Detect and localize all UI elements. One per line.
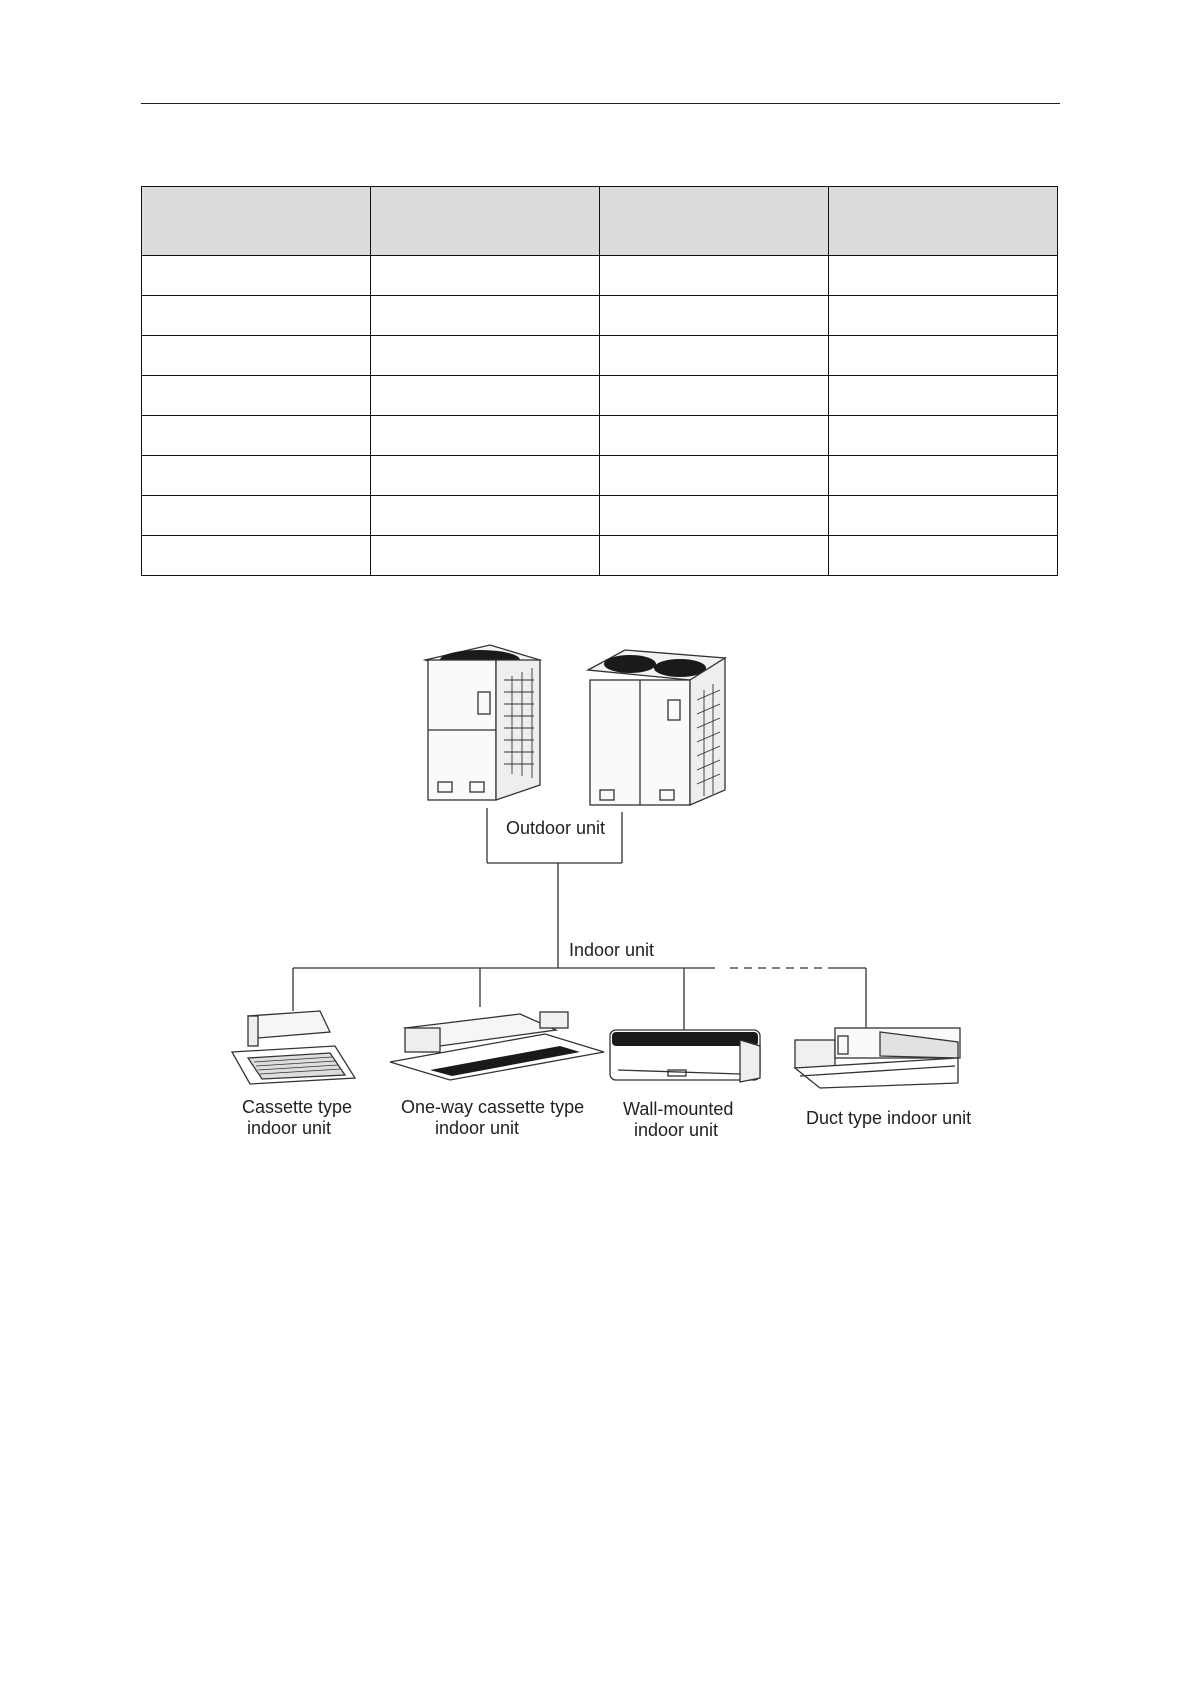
indoor-branch-lines [293, 968, 866, 1032]
outdoor-unit-double-fan-icon [588, 650, 725, 805]
indoor-unit-label: Indoor unit [569, 940, 655, 960]
outdoor-unit-label: Outdoor unit [506, 818, 606, 838]
unit-caption-line1: Wall-mounted [623, 1099, 734, 1119]
duct-unit-icon [795, 1028, 960, 1088]
unit-caption-line2: indoor unit [435, 1118, 520, 1138]
unit-caption-line2: indoor unit [634, 1120, 719, 1140]
unit-caption-line2: indoor unit [247, 1118, 332, 1138]
unit-caption-line1: Duct type indoor unit [806, 1108, 972, 1128]
unit-caption-line1: Cassette type [242, 1097, 353, 1117]
cassette-unit-icon [232, 1011, 355, 1084]
wall-mounted-unit-icon [610, 1030, 760, 1082]
outdoor-unit-single-fan-icon [425, 645, 540, 800]
unit-caption-line1: One-way cassette type [401, 1097, 585, 1117]
one-way-cassette-unit-icon [390, 1012, 604, 1080]
